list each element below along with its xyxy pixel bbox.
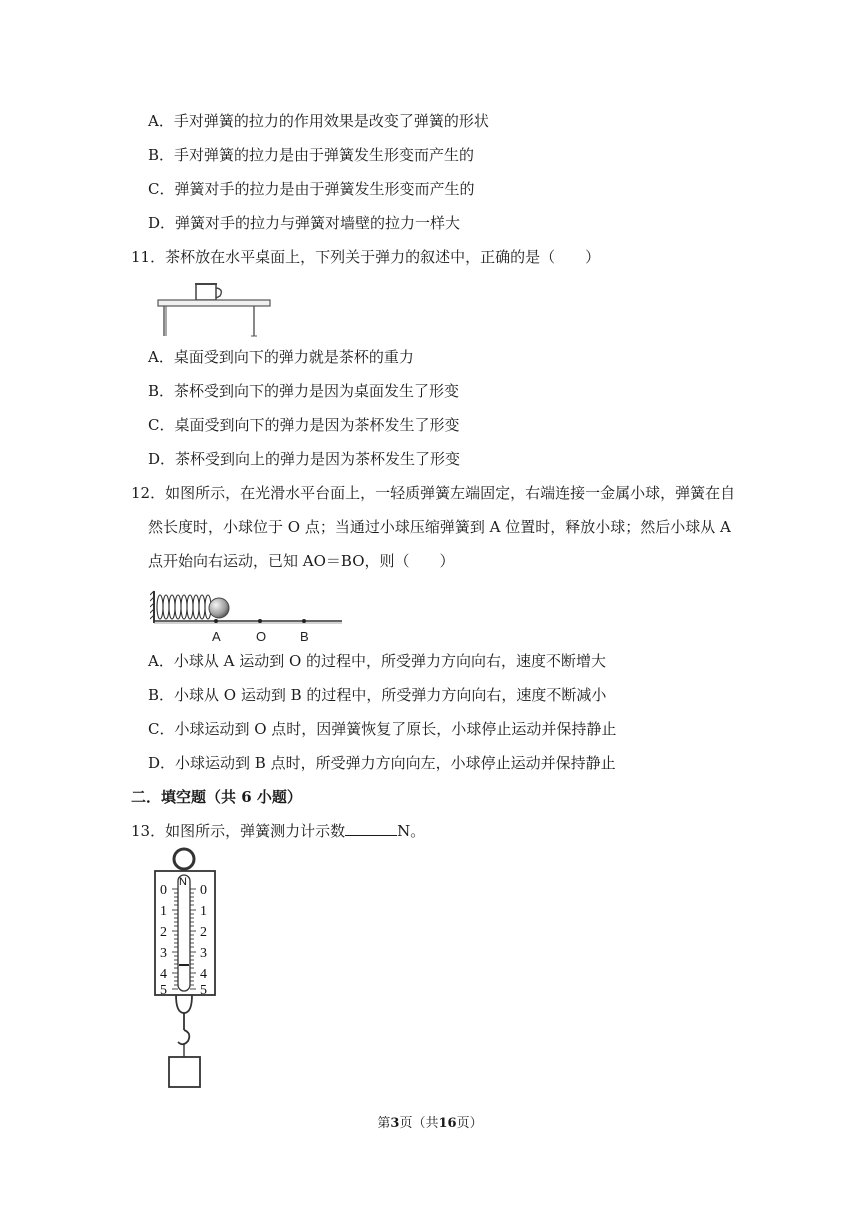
scale-left-0: 0 xyxy=(160,883,167,898)
footer-mid: 页（共 xyxy=(399,1116,439,1131)
scale-tube xyxy=(178,875,190,991)
footer-prefix: 第 xyxy=(377,1116,391,1131)
q13-stem-before: 13．如图所示，弹簧测力计示数 xyxy=(131,822,346,840)
q11-option-b: B．茶杯受到向下的弹力是因为桌面发生了形变 xyxy=(148,382,460,400)
q12-stem-line-3: 点开始向右运动，已知 AO＝BO，则（ ） xyxy=(148,552,455,570)
q12-stem-line-2: 然长度时，小球位于 O 点；当通过小球压缩弹簧到 A 位置时，释放小球；然后小球从 A xyxy=(148,518,731,536)
q12-option-b: B．小球从 O 运动到 B 的过程中，所受弹力方向向右，速度不断减小 xyxy=(148,686,607,704)
q12-option-a: A．小球从 A 运动到 O 的过程中，所受弹力方向向右，速度不断增大 xyxy=(148,652,607,670)
table-icon xyxy=(158,300,270,336)
q11-option-a: A．桌面受到向下的弹力就是茶杯的重力 xyxy=(148,348,414,366)
label-b: B xyxy=(300,629,309,644)
scale-left-5: 5 xyxy=(160,983,167,998)
label-a: A xyxy=(212,629,221,644)
scale-right-2: 2 xyxy=(200,925,207,940)
q11-option-c: C．桌面受到向下的弹力是因为茶杯发生了形变 xyxy=(148,416,460,434)
q10-option-c: C．弹簧对手的拉力是由于弹簧发生形变而产生的 xyxy=(148,180,475,198)
footer-page-number: 3 xyxy=(390,1116,400,1131)
spring-icon xyxy=(157,595,211,619)
scale-right-4: 4 xyxy=(200,967,207,982)
footer-suffix: 页） xyxy=(456,1116,483,1131)
q10-option-b: B．手对弹簧的拉力是由于弹簧发生形变而产生的 xyxy=(148,146,475,164)
q13-stem xyxy=(131,821,425,841)
wall-icon xyxy=(150,591,154,623)
point-a-marker xyxy=(214,619,218,623)
section-heading-fill-in: 二．填空题（共 6 小题） xyxy=(131,788,302,806)
q12-stem-line-1: 12．如图所示，在光滑水平台面上，一轻质弹簧左端固定，右端连接一金属小球，弹簧在自 xyxy=(131,484,736,502)
scale-right-0: 0 xyxy=(200,883,207,898)
scale-right-3: 3 xyxy=(200,946,207,961)
weight-block-icon xyxy=(169,1057,200,1087)
q12-option-c: C．小球运动到 O 点时，因弹簧恢复了原长，小球停止运动并保持静止 xyxy=(148,720,617,738)
hook-icon xyxy=(178,1030,189,1044)
q11-option-d: D．茶杯受到向上的弹力是因为茶杯发生了形变 xyxy=(148,450,461,468)
teacup-icon xyxy=(195,284,221,300)
point-o-marker xyxy=(258,619,262,623)
q10-option-a: A．手对弹簧的拉力的作用效果是改变了弹簧的形状 xyxy=(148,112,489,130)
q11-figure-teacup-on-table xyxy=(150,280,280,340)
label-o: O xyxy=(256,629,267,644)
q11-stem: 11．茶杯放在水平桌面上，下列关于弹力的叙述中，正确的是（ ） xyxy=(131,248,601,266)
scale-left-3: 3 xyxy=(160,946,167,961)
scale-left-1: 1 xyxy=(160,904,167,919)
scale-right-5: 5 xyxy=(200,983,207,998)
scale-unit-label: N xyxy=(179,876,187,888)
q10-option-d: D．弹簧对手的拉力与弹簧对墙壁的拉力一样大 xyxy=(148,214,461,232)
scale-right-1: 1 xyxy=(200,904,207,919)
footer-total-pages: 16 xyxy=(438,1116,457,1131)
scale-bottom-loop xyxy=(176,995,192,1013)
page-footer xyxy=(0,1112,860,1131)
q12-figure-spring-ball xyxy=(150,585,345,645)
tabletop-surface xyxy=(154,621,342,623)
scale-left-2: 2 xyxy=(160,925,167,940)
q12-option-d: D．小球运动到 B 点时，所受弹力方向向左，小球停止运动并保持静止 xyxy=(148,754,616,772)
q13-figure-spring-scale xyxy=(150,845,230,1095)
scale-ring-icon xyxy=(174,849,194,869)
q13-answer-blank[interactable] xyxy=(345,821,397,836)
q13-stem-after: N。 xyxy=(397,822,426,840)
ball-icon xyxy=(209,598,229,618)
scale-left-4: 4 xyxy=(160,967,167,982)
point-b-marker xyxy=(302,619,306,623)
